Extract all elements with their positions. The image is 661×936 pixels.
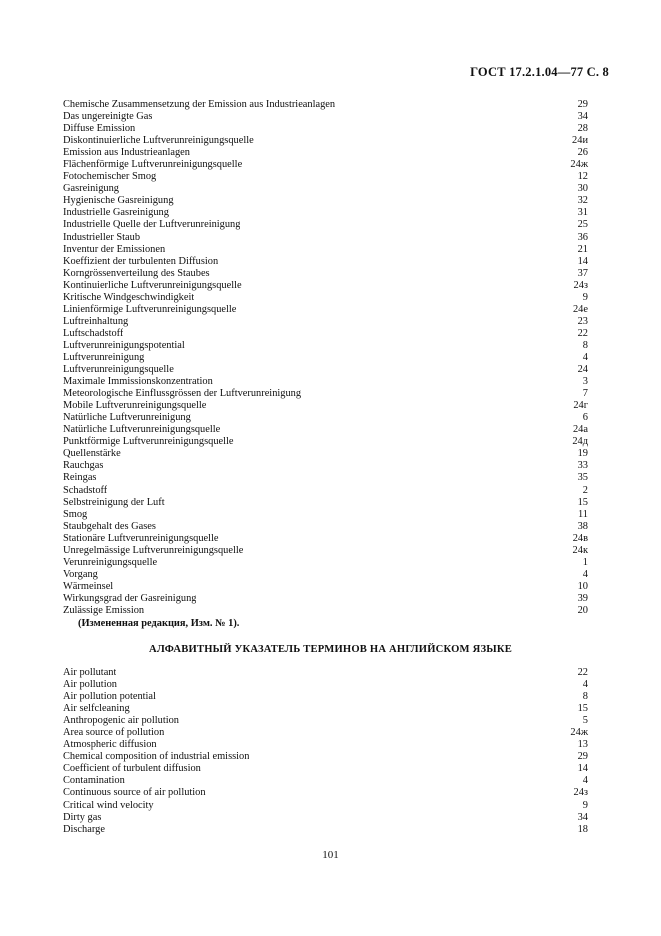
index-entry — [63, 557, 590, 569]
index-term: Industrielle Gasreinigung — [63, 207, 169, 219]
index-term-number: 11 — [577, 508, 588, 520]
index-term-number: 29 — [577, 99, 588, 110]
index-term-number: 4 — [582, 351, 588, 363]
index-term: Kontinuierliche Luftverunreinigungsquelle — [63, 279, 242, 291]
index-term: Gasreinigung — [63, 183, 119, 195]
index-entry — [63, 787, 590, 799]
index-entry — [63, 207, 590, 219]
index-entry — [63, 159, 590, 171]
index-entry — [63, 800, 590, 812]
index-entry — [63, 436, 590, 448]
index-term: Atmospheric diffusion — [63, 739, 157, 751]
index-entry — [63, 448, 590, 460]
index-term: Wirkungsgrad der Gasreinigung — [63, 592, 197, 604]
index-term-number: 4 — [582, 568, 588, 580]
index-term: Luftverunreinigungsquelle — [63, 364, 174, 376]
index-term-number: 34 — [577, 811, 588, 823]
index-entry — [63, 195, 590, 207]
index-term-number: 26 — [577, 147, 588, 159]
index-entry — [63, 232, 590, 244]
index-term: Industrielle Quelle der Luftverunreinigung — [63, 219, 241, 231]
index-term-number: 24и — [572, 135, 588, 147]
index-term-number: 24е — [572, 303, 588, 315]
index-entry — [63, 99, 590, 111]
index-term: Chemische Zusammensetzung der Emission aus Industrieanlagen — [63, 99, 336, 110]
index-term: Chemical composition of industrial emission — [63, 751, 250, 763]
index-entry — [63, 679, 590, 691]
index-term-number: 36 — [577, 231, 588, 243]
index-entry — [63, 376, 590, 388]
index-entry — [63, 268, 590, 280]
index-term-number: 24з — [573, 279, 588, 291]
index-entry — [63, 292, 590, 304]
index-entry — [63, 497, 590, 509]
index-term-number: 24ж — [570, 159, 588, 171]
index-term-number: 13 — [577, 739, 588, 751]
index-entry — [63, 727, 590, 739]
index-term-number: 24а — [572, 424, 588, 436]
index-term-number: 35 — [577, 472, 588, 484]
index-entry — [63, 691, 590, 703]
index-term: Contamination — [63, 775, 125, 787]
index-term-number: 39 — [577, 592, 588, 604]
index-term-number: 22 — [577, 327, 588, 339]
index-entry — [63, 605, 590, 617]
index-term-number: 30 — [577, 183, 588, 195]
index-term: Rauchgas — [63, 460, 104, 472]
index-term-number: 10 — [577, 580, 588, 592]
index-term-number: 14 — [577, 763, 588, 775]
index-entry — [63, 412, 590, 424]
index-entry — [63, 485, 590, 497]
index-entry — [63, 545, 590, 557]
page-header: ГОСТ 17.2.1.04—77 С. 8 — [470, 65, 609, 79]
index-term-number: 24д — [572, 436, 588, 448]
index-term: Air pollution potential — [63, 691, 156, 703]
index-term: Luftverunreinigung — [63, 351, 145, 363]
index-term: Discharge — [63, 823, 105, 835]
index-entry — [63, 219, 590, 231]
german-term-index — [63, 99, 590, 617]
index-term: Selbstreinigung der Luft — [63, 496, 165, 508]
index-term-number: 4 — [582, 679, 588, 691]
index-term-number: 4 — [582, 775, 588, 787]
index-term-number: 38 — [577, 520, 588, 532]
english-term-index — [63, 667, 590, 836]
index-entry — [63, 569, 590, 581]
index-entry — [63, 328, 590, 340]
index-entry — [63, 183, 590, 195]
index-entry — [63, 388, 590, 400]
index-entry — [63, 352, 590, 364]
index-entry — [63, 256, 590, 268]
index-term: Unregelmässige Luftverunreinigungsquelle — [63, 544, 244, 556]
index-term: Natürliche Luftverunreinigungsquelle — [63, 424, 221, 436]
index-entry — [63, 244, 590, 256]
index-entry — [63, 763, 590, 775]
index-term-number: 20 — [577, 604, 588, 616]
index-entry — [63, 472, 590, 484]
index-term: Zulässige Emission — [63, 604, 145, 616]
index-entry — [63, 304, 590, 316]
index-term: Dirty gas — [63, 811, 102, 823]
index-term-number: 8 — [582, 339, 588, 351]
english-index-title: АЛФАВИТНЫЙ УКАЗАТЕЛЬ ТЕРМИНОВ НА АНГЛИЙСКОМ ЯЗЫКЕ — [148, 644, 512, 655]
index-term: Smog — [63, 508, 88, 520]
index-term-number: 25 — [577, 219, 588, 231]
index-entry — [63, 400, 590, 412]
index-entry — [63, 135, 590, 147]
index-entry — [63, 581, 590, 593]
index-entry — [63, 280, 590, 292]
index-entry — [63, 340, 590, 352]
amendment-note: (Измененная редакция, Изм. № 1). — [78, 618, 240, 629]
index-term-number: 18 — [577, 823, 588, 835]
index-term: Punktförmige Luftverunreinigungsquelle — [63, 436, 234, 448]
index-term: Stationäre Luftverunreinigungsquelle — [63, 532, 219, 544]
index-term: Industrieller Staub — [63, 231, 141, 243]
index-entry — [63, 424, 590, 436]
index-term: Koeffizient der turbulenten Diffusion — [63, 255, 219, 267]
index-term: Staubgehalt des Gases — [63, 520, 156, 532]
index-term: Korngrössenverteilung des Staubes — [63, 267, 210, 279]
index-term: Anthropogenic air pollution — [63, 715, 180, 727]
index-term-number: 37 — [577, 267, 588, 279]
index-entry — [63, 775, 590, 787]
index-term-number: 24 — [577, 364, 588, 376]
index-term-number: 32 — [577, 195, 588, 207]
index-term-number: 33 — [577, 460, 588, 472]
index-entry — [63, 123, 590, 135]
index-term: Critical wind velocity — [63, 799, 154, 811]
index-term-number: 9 — [582, 291, 588, 303]
index-term-number: 24к — [572, 544, 588, 556]
index-term-number: 2 — [582, 484, 588, 496]
index-term-number: 15 — [577, 703, 588, 715]
index-entry — [63, 715, 590, 727]
index-term: Mobile Luftverunreinigungsquelle — [63, 400, 207, 412]
index-term-number: 21 — [577, 243, 588, 255]
page-number: 101 — [322, 849, 339, 861]
index-entry — [63, 509, 590, 521]
index-term: Area source of pollution — [63, 727, 165, 739]
index-term-number: 8 — [582, 691, 588, 703]
index-term: Continuous source of air pollution — [63, 787, 206, 799]
index-term: Vorgang — [63, 568, 98, 580]
index-entry — [63, 667, 590, 679]
index-term-number: 14 — [577, 255, 588, 267]
index-term: Luftverunreinigungspotential — [63, 339, 185, 351]
index-term: Maximale Immissionskonzentration — [63, 376, 213, 388]
index-term-number: 9 — [582, 799, 588, 811]
index-term-number: 1 — [582, 556, 588, 568]
index-entry — [63, 111, 590, 123]
index-term: Inventur der Emissionen — [63, 243, 166, 255]
index-term-number: 28 — [577, 123, 588, 135]
index-entry — [63, 533, 590, 545]
index-term-number: 31 — [577, 207, 588, 219]
index-term: Coefficient of turbulent diffusion — [63, 763, 201, 775]
index-entry — [63, 703, 590, 715]
index-entry — [63, 460, 590, 472]
index-entry — [63, 739, 590, 751]
index-term: Linienförmige Luftverunreinigungsquelle — [63, 303, 237, 315]
index-entry — [63, 316, 590, 328]
index-term-number: 29 — [577, 751, 588, 763]
index-entry — [63, 364, 590, 376]
index-term: Emission aus Industrieanlagen — [63, 147, 190, 159]
index-entry — [63, 751, 590, 763]
index-term-number: 5 — [582, 715, 588, 727]
index-entry — [63, 593, 590, 605]
index-entry — [63, 171, 590, 183]
index-term: Fotochemischer Smog — [63, 171, 157, 183]
index-term: Reingas — [63, 472, 97, 484]
index-term: Wärmeinsel — [63, 580, 114, 592]
index-term-number: 34 — [577, 111, 588, 123]
index-term: Diffuse Emission — [63, 123, 136, 135]
index-term-number: 22 — [577, 667, 588, 678]
index-term: Luftreinhaltung — [63, 315, 129, 327]
index-term-number: 3 — [582, 376, 588, 388]
index-entry — [63, 521, 590, 533]
index-entry — [63, 812, 590, 824]
index-term-number: 24в — [572, 532, 588, 544]
index-term: Meteorologische Einflussgrössen der Luftverunreinigung — [63, 388, 302, 400]
index-term-number: 7 — [582, 388, 588, 400]
index-term: Hygienische Gasreinigung — [63, 195, 174, 207]
index-term-number: 12 — [577, 171, 588, 183]
index-term: Air pollutant — [63, 667, 117, 678]
index-term: Natürliche Luftverunreinigung — [63, 412, 191, 424]
index-term: Schadstoff — [63, 484, 108, 496]
index-term-number: 23 — [577, 315, 588, 327]
index-term-number: 6 — [582, 412, 588, 424]
index-term-number: 24з — [573, 787, 588, 799]
index-term-number: 24ж — [570, 727, 588, 739]
index-term: Verunreinigungsquelle — [63, 556, 158, 568]
index-term: Luftschadstoff — [63, 327, 124, 339]
index-term: Air pollution — [63, 679, 117, 691]
index-term-number: 19 — [577, 448, 588, 460]
index-entry — [63, 147, 590, 159]
index-term-number: 15 — [577, 496, 588, 508]
index-term-number: 24г — [573, 400, 588, 412]
index-term: Kritische Windgeschwindigkeit — [63, 291, 195, 303]
index-term: Diskontinuierliche Luftverunreinigungsquelle — [63, 135, 254, 147]
index-term: Das ungereinigte Gas — [63, 111, 153, 123]
index-term: Quellenstärke — [63, 448, 121, 460]
index-entry — [63, 824, 590, 836]
index-term: Air selfcleaning — [63, 703, 130, 715]
index-term: Flächenförmige Luftverunreinigungsquelle — [63, 159, 243, 171]
